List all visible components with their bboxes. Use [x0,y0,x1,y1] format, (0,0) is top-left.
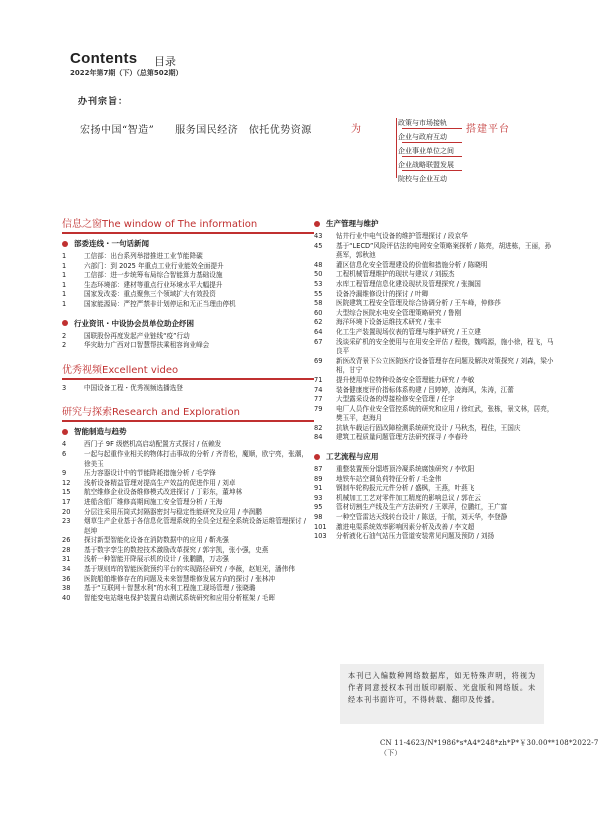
toc-entry [62,252,314,262]
article-title: 设备冷漏维修设计的探讨 / 叶卿 [336,289,429,298]
toc-entry [62,440,314,450]
article-title: 航空维修企业设备维修模式改进探讨 / 丁彩东，董坤林 [84,488,243,497]
article-title: 烟草生产企业基于各信息化管理系统的全员全过程全系统设备运维管理探讨 / 赵坤 [84,517,306,535]
contents-subtitle: 目录 [154,55,176,68]
toc-entry [314,386,554,396]
article-title: 国家能源局：严控严禁非计划停运和无正当理由停机 [84,299,236,308]
toc-entry [314,357,554,376]
subsection-heading [62,238,314,249]
bullet-icon [62,429,68,435]
page-number: 98 [314,513,323,522]
toc-entry [62,536,314,546]
article-title: 激进电渠系统效率影响因素分析及改善 / 李文超 [336,522,475,531]
page-number: 91 [314,484,323,493]
article-title: 进船含船厂维修高期间施工安全管理分析 / 王海 [84,497,223,506]
toc-entry [314,290,554,300]
toc-entry [314,338,554,357]
page-number: 23 [62,517,71,526]
page-number: 1 [62,290,67,299]
article-title: 一起与起重作业相关的物体打击事故的分析 / 齐青松，魔顺，欧宁亮，张潮，徐美玉 [84,449,309,468]
section-heading: 研究与探索Research and Exploration [62,403,314,422]
toc-entry [62,262,314,272]
subsection-title: 生产管理与维护 [326,219,379,228]
group-gap [62,310,314,315]
page-number: 17 [62,497,71,506]
toc-entry [314,242,554,261]
toc-entry [62,384,314,394]
toc-entry [62,469,314,479]
toc-entry [314,484,554,494]
mission-slogan: 宏扬中国“智造” 服务国民经济 依托优势资源 [80,125,312,136]
page-number: 64 [314,327,323,336]
article-title: 六部门：到 2025 年重点工业行业能效全面提升 [84,261,224,270]
article-title: 压力容器设计中的节能降耗措施分析 / 毛学锋 [84,469,216,478]
article-title: 国家发改委：重点聚焦三个领域扩大有效投资 [84,290,216,299]
page-number: 53 [314,279,323,288]
toc-entry [314,405,554,424]
toc-entry [62,575,314,585]
toc-entry [62,300,314,310]
section-heading: 优秀视频Excellent video [62,361,314,380]
page-number: 1 [62,261,67,270]
page-number: 71 [314,375,323,384]
toc-entry [314,433,554,443]
toc-entry [314,318,554,328]
toc-entry [62,332,314,342]
article-title: 海洋环境下设备运维技术研究 / 张丰 [336,318,442,327]
article-title: 抗轨车载运行固改障检测系统研究设计 / 马秋杰，程佳，王国庆 [336,423,521,432]
article-title: 医院船舶维修存在的问题及未来智慧维修发展方向的探讨 / 张林冲 [84,574,276,583]
article-title: 生态环境部：建材等重点行业环境水平大幅提升 [84,280,223,289]
toc-entry [314,523,554,533]
toc-entry [314,395,554,405]
article-title: 探讨新型智能化设备在消防数据中的应用 / 靳兆强 [84,536,229,545]
page-number: 48 [314,260,323,269]
toc-entry [314,503,554,513]
page-number: 82 [314,423,323,432]
page-number: 31 [62,555,71,564]
issue-info: 2022年第7期（下）（总第502期） [70,69,183,77]
page-number: 20 [62,507,71,516]
article-title: 工信部：进一步统筹布局综合智能算力基础设施 [84,271,223,280]
page-number: 1 [62,299,67,308]
mission-item-underline [402,128,462,129]
article-title: 钢制车轮构报元元件分析 / 盛枫，王燕，叶燕飞 [336,484,475,493]
page-number: 93 [314,493,323,502]
contents-title: Contents [70,50,138,67]
article-title: 提升使用单位特种设备安全管理能力研究 / 李敏 [336,375,475,384]
page-number: 15 [62,488,71,497]
article-title: 大型露采设备的焊接检修安全管理 / 任宇 [336,395,455,404]
article-title: 分析液化石油气站压力管道安装常见问题及预防 / 刘扬 [336,532,495,541]
mission-item: 企业战略联盟发展 [398,161,454,169]
page-number: 84 [314,433,323,442]
page-number: 4 [62,440,67,449]
toc-entry [62,498,314,508]
toc-entry [62,594,314,604]
toc-entry [314,475,554,485]
toc-entry [62,508,314,518]
toc-entry [62,517,314,536]
toc-entry [314,299,554,309]
page-number: 77 [314,395,323,404]
page-number: 89 [314,474,323,483]
subsection-heading [62,426,314,437]
page-number: 28 [62,545,71,554]
article-title: 钻井行业中电气设备的维护管理探讨 / 段京华 [336,232,468,240]
article-title: 大型综合医院水电安全管理策略研究 / 鲁刚 [336,308,462,317]
toc-entry [62,565,314,575]
page-number: 101 [314,522,327,531]
article-title: 地铁车站空调负荷特征分析 / 毛金伟 [336,474,442,483]
mission-label: 办刊宗旨： [78,97,129,107]
page-number: 36 [62,574,71,583]
mission-item-underline [402,170,462,171]
mission-item-underline [402,142,462,143]
toc-entry [314,309,554,319]
article-title: 工程机械管理维护的现状与建议 / 刘振杰 [336,270,455,279]
toc-entry [314,376,554,386]
article-title: 中国设备工程・优秀视频选播选登 [84,383,183,392]
toc-entry [62,281,314,291]
toc-entry [62,479,314,489]
page-number: 1 [62,252,67,260]
article-title: 重整装置预分馏塔顶冷凝系统腐蚀研究 / 李钦阳 [336,465,475,474]
toc-entry [62,290,314,300]
section-gap [62,393,314,403]
toc-entry [314,280,554,290]
mission-item: 企业与政府互动 [398,133,447,141]
toc-entry [314,270,554,280]
article-title: 化工生产装置现场仪表的管理与维护研究 / 王立建 [336,327,481,336]
page-number: 40 [62,593,71,602]
article-title: 一种空管雷达天线转台设计 / 陈送，于航，刘天华，李登静 [336,513,508,522]
bullet-icon [314,221,320,227]
toc-right-column [314,215,554,542]
article-title: 灌区信息化安全管理建设的价值和措施分析 / 陈晓明 [336,260,488,269]
page-number: 74 [314,385,323,394]
page-number: 87 [314,465,323,474]
page-number: 79 [314,404,323,413]
page-number: 9 [62,469,67,478]
page-number: 69 [314,356,323,365]
article-title: 基于规则库的智能医院预约平台的实现路径研究 / 李薇，赵旭光，潘伟伟 [84,565,295,574]
toc-entry [62,488,314,498]
section-gap [62,351,314,361]
article-title: 工信部：出台系列举措推进工业节能降碳 [84,252,203,260]
article-title: 浅析一种智能开降展示机的设计 / 张鹏鹏，万志强 [84,555,229,564]
article-title: 基于“互联网＋智慧水利”的水利工程施工现场管理 / 张晓璐 [84,584,256,593]
page-number: 43 [314,232,323,240]
article-title: 新医改背景下公立医院医疗设备管理存在问题及解决对策探究 / 刘森，梁小相，甘宁 [336,356,554,375]
article-title: 电厂人员作业安全管控系统的研究和应用 / 徐红武，张栋，景文林，居亮，樊玉平，赵海月 [336,404,554,423]
page-number: 60 [314,308,323,317]
bullet-icon [62,241,68,247]
toc-entry [62,584,314,594]
subsection-title: 智能制造与趋势 [74,427,127,437]
article-title: 浅谈采矿机的安全使用与在用安全评估 / 程俊，魏鸣源，施小徐，程飞，马良平 [336,337,554,356]
subsection-heading [314,451,554,462]
article-title: 机械加工工艺对零件加工精度的影响总议 / 郭在云 [336,493,481,502]
subsection-title: 部委连线・一句话新闻 [74,239,149,248]
toc-entry [314,532,554,542]
page-number: 38 [62,584,71,593]
mission-item-underline [402,156,462,157]
page-number: 95 [314,503,323,512]
toc-left-column [62,215,314,603]
page-number: 2 [62,331,67,340]
section-heading: 信息之窗The window of The information [62,215,314,234]
subsection-heading [62,318,314,329]
group-gap [314,443,554,448]
copyright-notice: 本刊已入编数种网络数据库，如无特殊声明，将视为作者同意授权本刊出版印刷版、光盘版和网络版。未经本刊书面许可，不得转载、翻印及传播。 [340,664,544,724]
toc-entry [314,261,554,271]
mission-goal: 搭建平台 [466,124,510,135]
page-number: 55 [314,289,323,298]
subsection-title: 行业资讯・中设协会员单位助企纾困 [74,318,194,328]
toc-entry [62,341,314,351]
page-number: 34 [62,565,71,574]
toc-entry [314,465,554,475]
article-title: 管材切割生产线及生产方法研究 / 王翠萍，位鹏红，王广富 [336,503,508,512]
page-number: 26 [62,536,71,545]
toc-entry [62,271,314,281]
page-number: 1 [62,271,67,280]
toc-entry [314,328,554,338]
article-title: 水库工程管理信息化建设现状及管理探究 / 张搁国 [336,279,481,288]
subsection-title: 工艺流程与应用 [326,452,379,462]
toc-entry [314,494,554,504]
bullet-icon [62,320,68,326]
page-number: 62 [314,318,323,327]
article-title: 华灾助力广西对口智慧帮扶乘租容询业峰会 [84,341,210,350]
toc-entry [314,232,554,242]
publication-code: CN 11-4623/N*1986*s*A4*248*zh*P*￥30.00**108*2022-7（下） [380,739,599,757]
article-title: 西门子 9F 级燃机高启动配置方式探讨 / 伍赖发 [84,440,222,449]
mission-tree-line [396,118,397,178]
article-title: 医院建筑工程安全管理及综合协调分析 / 王车峰，仲修莎 [336,299,501,308]
page-number: 50 [314,270,323,279]
mission-connector: 为 [351,124,361,135]
page-number: 6 [62,449,67,458]
toc-entry [62,555,314,565]
article-title: 装备健康度评价指标体系构建 / 吕婷婷，凌海风，朱涛，江蕾 [336,385,514,394]
article-title: 智能变电站继电保护装置自动测试系统研究和应用分析框架 / 毛晖 [84,593,276,602]
mission-item: 企业事业单位之间 [398,147,454,155]
toc-entry [314,513,554,523]
subsection-heading [314,218,554,229]
page-number: 67 [314,337,323,346]
mission-item: 院校与企业互动 [398,175,447,183]
page-number: 103 [314,532,327,541]
bullet-icon [314,454,320,460]
mission-item: 政策与市场接轨 [398,119,447,127]
article-title: 国联股份再度发起产业链线“疫”行动 [84,331,190,340]
article-title: 基于“LECD”风险评估法的电网安全策略案探析 / 陈亮，胡进栋，王丽，孙燕军，郭秋池 [336,241,552,260]
toc-entry [62,450,314,469]
page-number: 12 [62,478,71,487]
page-number: 1 [62,280,67,289]
article-title: 浅析设备精益管理对提高生产效益的促进作用 / 刘卓 [84,478,236,487]
page-number: 58 [314,299,323,308]
article-title: 分层注采用压筒式封隔器密封与稳定性能研究及应用 / 李润鹏 [84,507,262,516]
page-number: 45 [314,241,323,250]
page-number: 2 [62,341,67,350]
article-title: 建筑工程质量问题管理方法研究探寻 / 李春玲 [336,433,468,442]
article-title: 基于数字孪生的数控技术激励改革探究 / 郭宇凯，张小强，史燕 [84,545,269,554]
page-number: 3 [62,383,67,392]
